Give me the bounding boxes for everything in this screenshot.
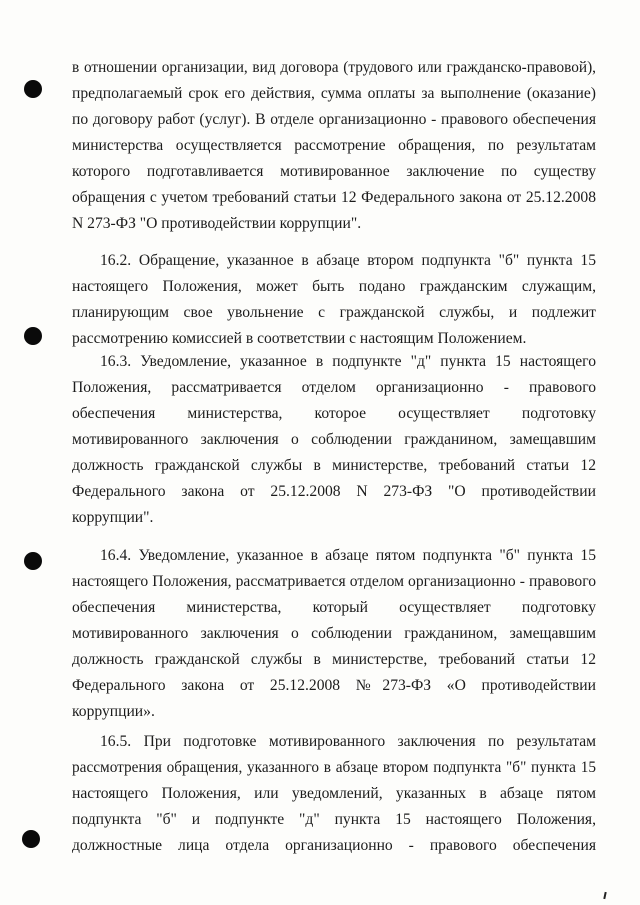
text-line: рассмотрения обращения, указанного в абзаце втором подпункта "б" пункта 15 (72, 759, 596, 776)
paragraph-16-3 (72, 349, 596, 531)
text-line: 16.2. Обращение, указанное в абзаце втором подпункта "б" пункта 15 (100, 252, 596, 269)
text-line: должность гражданской службы в министерстве, требований статьи 12 (72, 457, 596, 474)
paragraph-16-2 (72, 248, 596, 352)
text-line: Федерального закона от 25.12.2008 №273-ФЗ «О противодействии (72, 677, 596, 694)
text-line: настоящего Положения, рассматривается отделом организационно - правового (72, 573, 596, 590)
text-line: по договору работ (услуг). В отделе организационно - правового обеспечения (72, 111, 596, 128)
text-line: настоящего Положения, или уведомлений, указанных в абзаце пятом (72, 785, 596, 802)
text-line: в отношении организации, вид договора (трудового или гражданско-правовой), (72, 59, 596, 76)
text-line: подпункта "б" и подпункте "д" пункта 15 настоящего Положения, (72, 811, 596, 828)
text-line: обращения с учетом требований статьи 12 Федерального закона от 25.12.2008 (72, 189, 596, 206)
text-line: 16.3. Уведомление, указанное в подпункте "д" пункта 15 настоящего (100, 353, 596, 370)
text-line: планирующим свое увольнение с гражданской службы, и подлежит (72, 304, 596, 321)
text-line: мотивированного заключения о соблюдении гражданином, замещавшим (72, 431, 596, 448)
text-line: должность гражданской службы в министерстве, требований статьи 12 (72, 651, 596, 668)
text-line: обеспечения министерства, которое осуществляет подготовку (72, 405, 596, 422)
text-line: Федерального закона от 25.12.2008 N 273-ФЗ "О противодействии (72, 483, 596, 500)
text-line: должностные лица отдела организационно - правового обеспечения (72, 837, 596, 854)
punch-hole-3 (24, 552, 42, 570)
text-line: мотивированного заключения о соблюдении гражданином, замещавшим (72, 625, 596, 642)
text-line: 16.5. При подготовке мотивированного заключения по результатам (100, 733, 596, 750)
punch-hole-1 (24, 80, 42, 98)
punch-hole-4 (22, 830, 40, 848)
text-line: коррупции". (72, 509, 154, 526)
punch-hole-2 (24, 327, 42, 345)
text-line: которого подготавливается мотивированное заключение по существу (72, 163, 596, 180)
text-line: настоящего Положения, может быть подано гражданским служащим, (72, 278, 596, 295)
text-line: N 273-ФЗ "О противодействии коррупции". (72, 215, 362, 232)
text-line: Положения, рассматривается отделом организационно - правового (72, 379, 596, 396)
text-line: министерства осуществляется рассмотрение обращения, по результатам (72, 137, 596, 154)
text-line: рассмотрению комиссией в соответствии с настоящим Положением. (72, 330, 527, 347)
text-line: коррупции». (72, 703, 155, 720)
paragraph-16-4 (72, 543, 596, 725)
text-line: предполагаемый срок его действия, сумма оплаты за выполнение (оказание) (72, 85, 596, 102)
text-line: 16.4. Уведомление, указанное в абзаце пятом подпункта "б" пункта 15 (100, 547, 596, 564)
paragraph-continuation (72, 55, 596, 237)
text-line: обеспечения министерства, который осуществляет подготовку (72, 599, 596, 616)
scan-speck (603, 892, 606, 899)
paragraph-16-5 (72, 729, 596, 859)
